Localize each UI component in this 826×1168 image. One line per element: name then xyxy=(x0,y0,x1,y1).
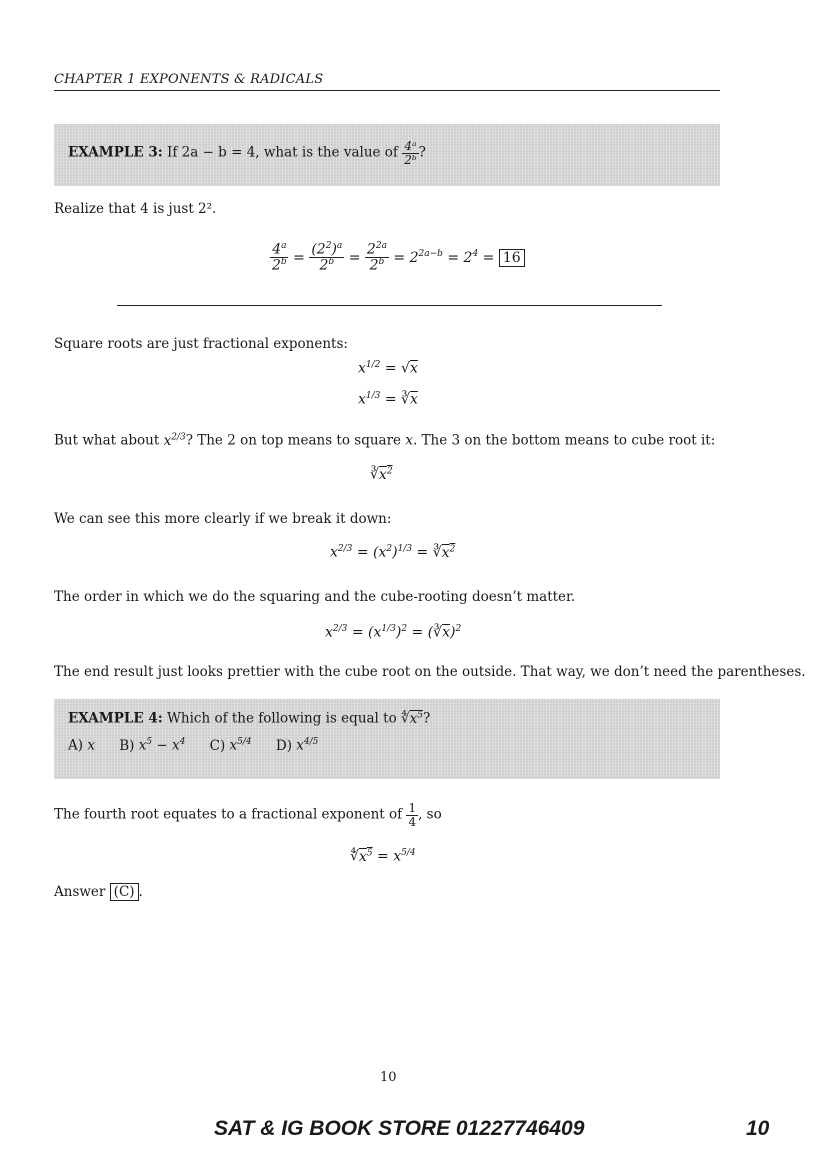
example-3-frac-num: 4ᵃ xyxy=(404,139,417,153)
square-roots-text: Square roots are just fractional exponents: xyxy=(54,336,348,352)
clearly-text: We can see this more clearly if we break it down: xyxy=(54,511,392,527)
example-3-prefix: If 2a − b = 4, what is the value of xyxy=(167,144,398,161)
realize-text: Realize that 4 is just 2². xyxy=(54,201,217,217)
answer-value: (C) xyxy=(110,883,139,901)
end-result-text: The end result just looks prettier with the cube root on the outside. That way, we don’t need the parentheses. xyxy=(54,664,806,680)
fourth-frac-den: 4 xyxy=(408,814,417,829)
footer-page-number: 10 xyxy=(746,1117,770,1140)
fourth-root-equation: $∜x^5 = x^{5/4}$ xyxy=(350,848,416,865)
cbrt-equation: $x^{1/3}$ = $∛\overline{x}$ xyxy=(358,391,418,408)
example-4-choices: A) x B) $x^5 - x^4$ C) $x^{5/4}$ D) $x^{4/5}$ xyxy=(68,737,319,754)
example-3-frac-den: 2ᵇ xyxy=(404,152,417,167)
fourth-root-text xyxy=(54,802,442,828)
breakdown-equation: $x^{2/3} = (x^2)^{1/3}$ = $∛x^2$ xyxy=(330,544,456,561)
cbrt-x2: $∛x^2$ xyxy=(370,466,393,483)
answer-line: Answer (C) . xyxy=(54,884,143,900)
fourth-root-suffix: , so xyxy=(418,806,442,823)
chapter-header: CHAPTER 1 EXPONENTS & RADICALS xyxy=(54,72,324,87)
sqrt-equation: $x^{1/2} = √x$ xyxy=(358,360,418,377)
footer-store: SAT & IG BOOK STORE 01227746409 xyxy=(214,1117,585,1140)
example-3-suffix: ? xyxy=(418,144,426,161)
order-text: The order in which we do the squaring and the cube-rooting doesn’t matter. xyxy=(54,589,576,605)
fourth-root-prefix: The fourth root equates to a fractional exponent of xyxy=(54,806,403,823)
but-what-text: But what about $x^{2/3}$? The 2 on top means to square x. The 3 on the bottom means to cube root it: xyxy=(54,432,716,449)
header-rule xyxy=(54,90,720,91)
fourth-root-fraction xyxy=(406,802,418,828)
example-3-label: EXAMPLE 3: xyxy=(68,144,163,161)
example-3-answer: 16 xyxy=(499,249,525,267)
answer-label: Answer xyxy=(54,884,106,900)
page-number: 10 xyxy=(380,1070,397,1085)
order-equation: $x^{2/3} = (x^{1/3})^2$ = $(∛\overline{x})^2$ xyxy=(325,624,462,641)
example-3-fraction xyxy=(402,140,418,166)
example-4-label: EXAMPLE 4: xyxy=(68,710,163,727)
example-3-solution: $\frac{4^a}{2^b}$ = $\frac{(2^2)^a}{2^b}$ = $\frac{2^{2a}}{2^b}$ = $2^{2a-b} = 2^4 = 16$ xyxy=(270,242,525,274)
fourth-frac-num: 1 xyxy=(408,801,417,815)
section-divider xyxy=(117,305,662,306)
example-3-question xyxy=(68,140,426,166)
example-4-question: EXAMPLE 4: Which of the following is equal to $∜x^5$? xyxy=(68,710,431,727)
